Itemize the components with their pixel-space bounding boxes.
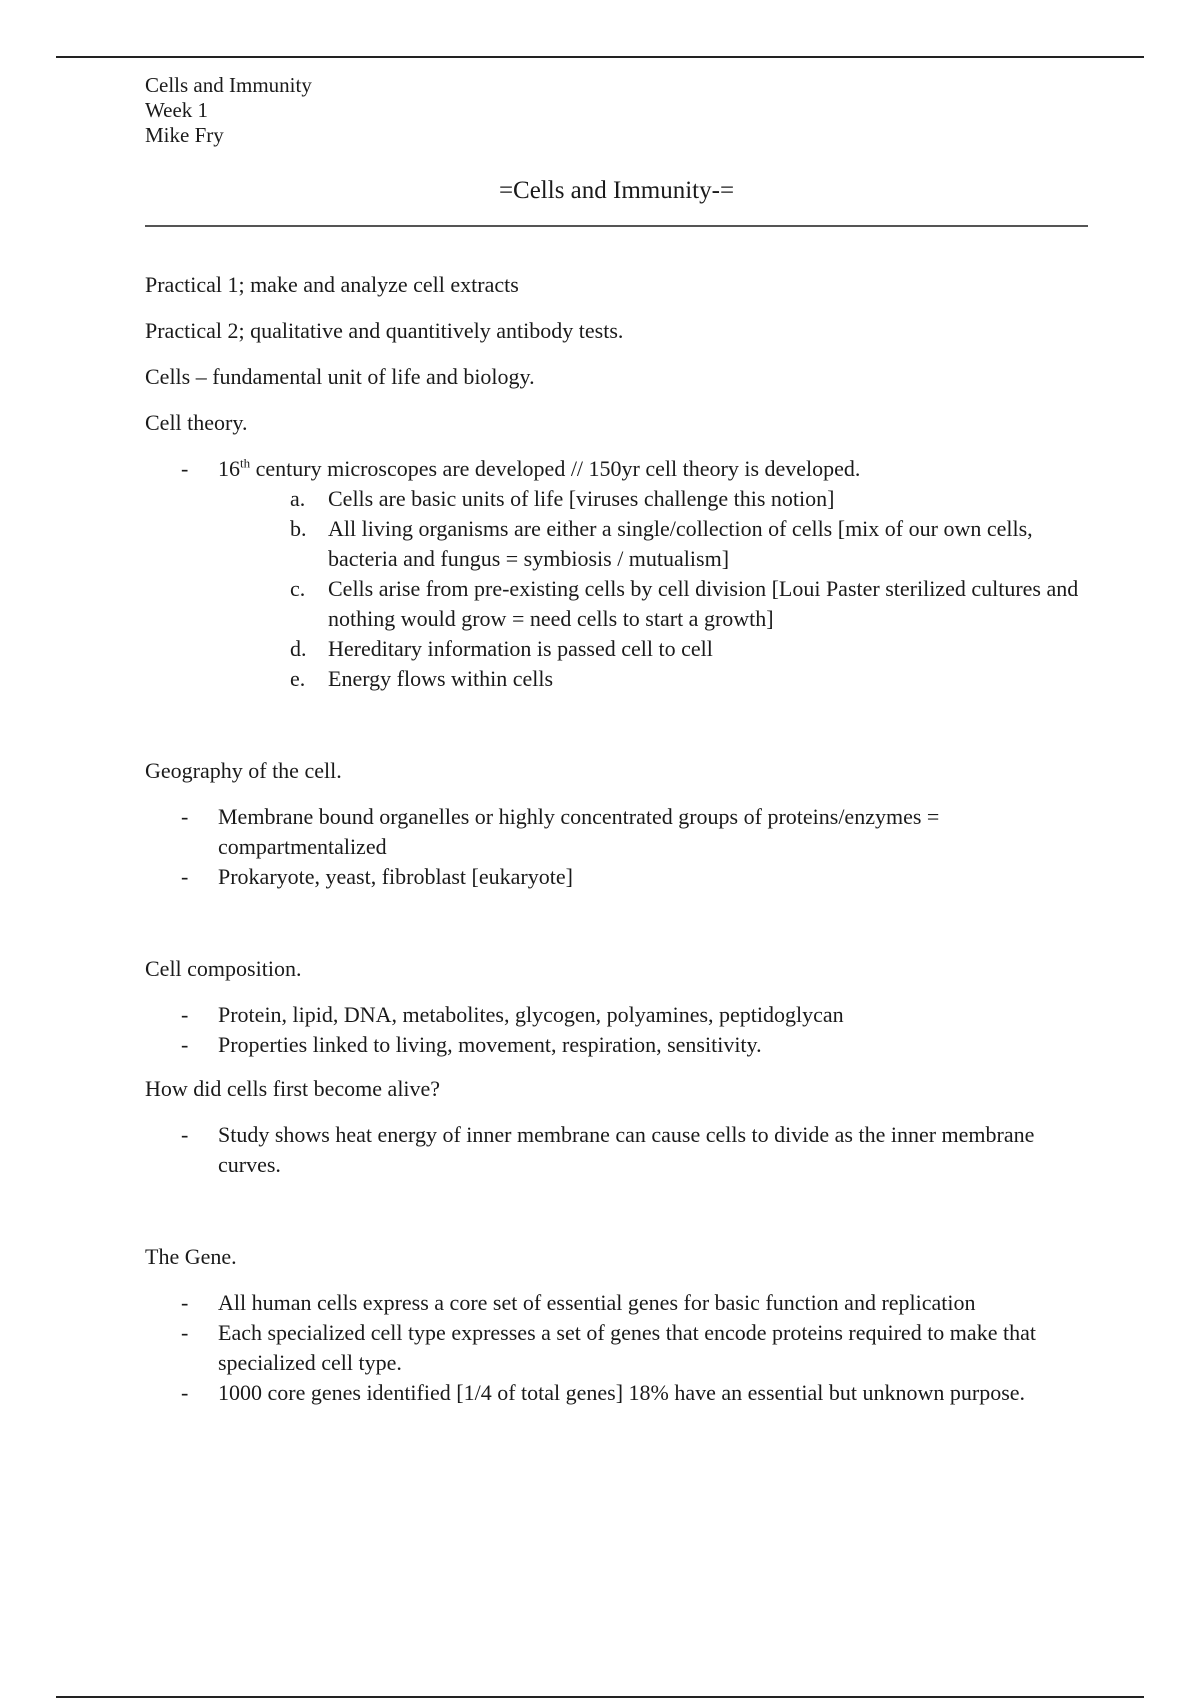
header-week: Week 1 [145, 98, 209, 122]
list-text: Hereditary information is passed cell to cell [328, 636, 713, 661]
list-item [145, 1030, 1088, 1060]
alive-list [145, 1120, 1088, 1180]
practical-1-line: Practical 1; make and analyze cell extracts [145, 272, 519, 297]
list-text: Energy flows within cells [328, 666, 554, 691]
bullet-text: All human cells express a core set of essential genes for basic function and replication [218, 1290, 976, 1315]
section-spacer [145, 906, 1088, 954]
bullet-dash: - [181, 1320, 189, 1345]
bullet-dash: - [181, 1122, 189, 1147]
section-spacer [145, 1194, 1088, 1242]
page-title: =Cells and Immunity-= [498, 177, 735, 204]
list-item [145, 862, 1088, 892]
list-item [145, 1120, 1088, 1180]
list-letter: c. [290, 576, 306, 601]
title-divider [145, 225, 1088, 227]
list-item [145, 1288, 1088, 1318]
list-item [145, 454, 1088, 694]
list-text: Cells arise from pre-existing cells by cell division [Loui Paster sterilized cultures and nothing would grow = need cells to start a growth] [328, 576, 1079, 631]
top-page-rule [56, 56, 1144, 58]
gene-list [145, 1288, 1088, 1408]
bottom-page-rule [56, 1696, 1144, 1698]
bullet-superscript: th [240, 455, 251, 471]
bullet-text: Properties linked to living, movement, respiration, sensitivity. [218, 1032, 762, 1057]
list-item [145, 802, 1088, 862]
gene-heading: The Gene. [145, 1244, 237, 1269]
bullet-text: Protein, lipid, DNA, metabolites, glycogen, polyamines, peptidoglycan [218, 1002, 844, 1027]
geography-heading: Geography of the cell. [145, 758, 342, 783]
list-item [218, 664, 1088, 694]
bullet-text: 1000 core genes identified [1/4 of total genes] 18% have an essential but unknown purpose. [218, 1380, 1026, 1405]
bullet-dash: - [181, 1032, 189, 1057]
document-body [145, 270, 1088, 1422]
bullet-dash: - [181, 864, 189, 889]
list-item [145, 1000, 1088, 1030]
geography-list [145, 802, 1088, 892]
cells-definition: Cells – fundamental unit of life and biology. [145, 364, 535, 389]
cell-theory-sublist [218, 484, 1088, 694]
bullet-number: 16 [218, 456, 240, 481]
header-course: Cells and Immunity [145, 73, 312, 97]
list-text: All living organisms are either a single/collection of cells [mix of our own cells, bacteria and fungus = symbiosis / mutualism] [328, 516, 1033, 571]
bullet-dash: - [181, 456, 189, 481]
bullet-text: Membrane bound organelles or highly concentrated groups of proteins/enzymes = compartmentalized [218, 804, 940, 859]
list-item [145, 1318, 1088, 1378]
list-text: Cells are basic units of life [viruses challenge this notion] [328, 486, 835, 511]
bullet-dash: - [181, 1290, 189, 1315]
cell-theory-list [145, 454, 1088, 694]
list-item [218, 484, 1088, 514]
bullet-text: Each specialized cell type expresses a set of genes that encode proteins required to make that specialized cell type. [218, 1320, 1036, 1375]
bullet-dash: - [181, 1002, 189, 1027]
alive-heading: How did cells first become alive? [145, 1076, 441, 1101]
list-item [218, 514, 1088, 574]
composition-list [145, 1000, 1088, 1060]
composition-heading: Cell composition. [145, 956, 302, 981]
header-author: Mike Fry [145, 123, 224, 147]
list-letter: e. [290, 666, 306, 691]
bullet-dash: - [181, 804, 189, 829]
bullet-text: Prokaryote, yeast, fibroblast [eukaryote] [218, 864, 573, 889]
cell-theory-heading: Cell theory. [145, 410, 248, 435]
list-letter: a. [290, 486, 306, 511]
list-item [218, 634, 1088, 664]
list-letter: d. [290, 636, 307, 661]
bullet-text: Study shows heat energy of inner membrane can cause cells to divide as the inner membrane curves. [218, 1122, 1035, 1177]
bullet-text: century microscopes are developed // 150yr cell theory is developed. [250, 456, 861, 481]
bullet-dash: - [181, 1380, 189, 1405]
list-item [145, 1378, 1088, 1408]
practical-2-line: Practical 2; qualitative and quantitively antibody tests. [145, 318, 624, 343]
list-letter: b. [290, 516, 307, 541]
document-header [145, 73, 312, 148]
section-spacer [145, 708, 1088, 756]
list-item [218, 574, 1088, 634]
